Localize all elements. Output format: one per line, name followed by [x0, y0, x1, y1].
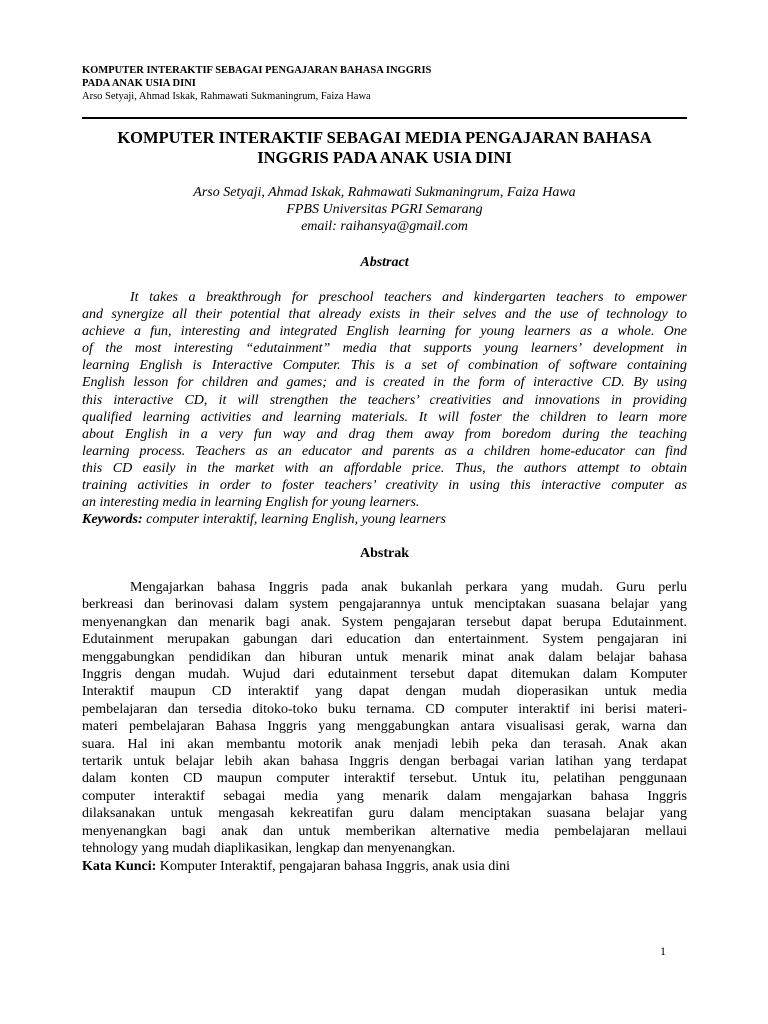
keywords-label: Keywords: — [82, 512, 143, 528]
kata-kunci-text: Komputer Interaktif, pengajaran bahasa Inggris, anak usia dini — [156, 858, 511, 874]
abstract-en-body — [82, 289, 687, 528]
abstract-id-line: materi pembelajaran Bahasa Inggris yang menggabungkan antara visualisasi gerak, warna dan — [82, 719, 687, 735]
author-block — [82, 184, 687, 235]
abstract-en-line: learning process. Teachers as an educator and parents as a children home-educator can find — [82, 443, 687, 459]
running-head-authors: Arso Setyaji, Ahmad Iskak, Rahmawati Sukmaningrum, Faiza Hawa — [82, 91, 371, 102]
abstract-en-line: training activities in order to foster teachers’ creativity in using this interactive computer as — [82, 478, 687, 494]
abstract-en-line: achieve a fun, interesting and integrated English learning for young learners as a whole. One — [82, 324, 687, 340]
abstract-id-line: menyenangkan bagi anak dan untuk memberikan alternative media pembelajaran mellaui — [82, 823, 687, 839]
running-head-title-line-2: PADA ANAK USIA DINI — [82, 78, 196, 89]
keywords-text: computer interaktif, learning English, young learners — [142, 512, 446, 528]
paper-title-line-2: INGGRIS PADA ANAK USIA DINI — [257, 148, 512, 167]
paper-title-line-1: KOMPUTER INTERAKTIF SEBAGAI MEDIA PENGAJARAN BAHASA — [117, 128, 652, 147]
abstract-id-line: computer interaktif sebagai media yang menarik dalam mengajarkan bahasa Inggris — [82, 788, 687, 804]
abstract-en-line: of the most interesting “edutainment” media that supports young learners’ development in — [82, 341, 687, 357]
abstract-id-heading: Abstrak — [359, 546, 409, 561]
kata-kunci-label: Kata Kunci: — [82, 858, 157, 874]
abstract-en-line: this interactive CD, it will strengthen the teachers’ creativities and innovations in providing — [82, 392, 687, 408]
abstract-id-line: Inggris dengan mudah. Wujud dari edutainment tersebut dapat ditemukan dalam Komputer — [82, 667, 687, 683]
page-number: 1 — [660, 944, 666, 958]
paper-title — [82, 128, 687, 168]
abstract-id-line: suara. Hal ini akan membantu motorik anak menjadi lebih peka dan terasah. Anak akan — [82, 736, 687, 752]
author-email: email: raihansya@gmail.com — [301, 219, 468, 234]
abstract-id-line: Edutainment merupakan gabungan dari education dan entertainment. System pengajaran ini — [82, 632, 687, 648]
abstract-en-line: qualified learning activities and learning materials. It will foster the children to learn more — [82, 409, 687, 425]
abstract-en-line: and synergize all their potential that already exists in their selves and the use of technology to — [82, 307, 687, 323]
abstract-en-heading: Abstract — [360, 255, 409, 270]
header-rule — [82, 117, 687, 119]
running-head — [82, 64, 686, 104]
abstract-en-line: It takes a breakthrough for preschool teachers and kindergarten teachers to empower — [130, 290, 687, 305]
abstract-id-line: dalam konten CD maupun computer interaktif tersebut. Untuk itu, pelatihan penggunaan — [82, 771, 687, 787]
abstract-id-keywords — [82, 858, 687, 875]
abstract-id-line: tehnology yang mudah diaplikasikan, lengkap dan menyenangkan. — [82, 841, 456, 857]
abstract-en-line: an interesting media in learning English for young learners. — [82, 495, 420, 511]
abstract-id-line: pembelajaran dan tersedia ditoko-toko buku ternama. CD computer interaktif ini berisi materi- — [82, 701, 687, 717]
abstract-en-line: this CD easily in the market with an affordable price. Thus, the authors attempt to obtain — [82, 460, 687, 476]
author-names: Arso Setyaji, Ahmad Iskak, Rahmawati Sukmaningrum, Faiza Hawa — [193, 185, 576, 200]
abstract-id-line: dilaksanakan untuk mengasah kekreatifan guru dalam menciptakan suasana belajar yang — [82, 806, 687, 822]
abstract-en-line: learning English is Interactive Computer. This is a set of combination of software containing — [82, 358, 687, 374]
abstract-en-keywords — [82, 511, 687, 528]
abstract-id-line: berkreasi dan berinovasi dalam system pengajarannya untuk menciptakan suasana belajar yang — [82, 597, 687, 613]
abstract-en-line: English lesson for children and games; and is created in the form of interactive CD. By using — [82, 375, 687, 391]
abstract-en-line: about English in a very fun way and drag them away from boredom during the teaching — [82, 426, 687, 442]
abstract-id-line: menyenangkan dan menarik bagi anak. System pengajaran tersebut dapat berupa Edutainment. — [82, 614, 687, 630]
abstract-id-body — [82, 579, 687, 875]
running-head-title-line-1: KOMPUTER INTERAKTIF SEBAGAI PENGAJARAN BAHASA INGGRIS — [82, 65, 432, 76]
abstract-id-line: Interaktif maupun CD interaktif yang dapat dengan mudah dioperasikan untuk media — [82, 684, 687, 700]
author-affiliation: FPBS Universitas PGRI Semarang — [286, 202, 483, 217]
abstract-id-line: menggabungkan pendidikan dan hiburan untuk menarik minat anak dalam belajar bahasa — [82, 649, 687, 665]
abstract-id-line: Mengajarkan bahasa Inggris pada anak bukanlah perkara yang mudah. Guru perlu — [130, 580, 687, 595]
abstract-id-line: tertarik untuk belajar lebih akan bahasa Inggris dengan berbagai varian latihan yang terdapat — [82, 754, 687, 770]
